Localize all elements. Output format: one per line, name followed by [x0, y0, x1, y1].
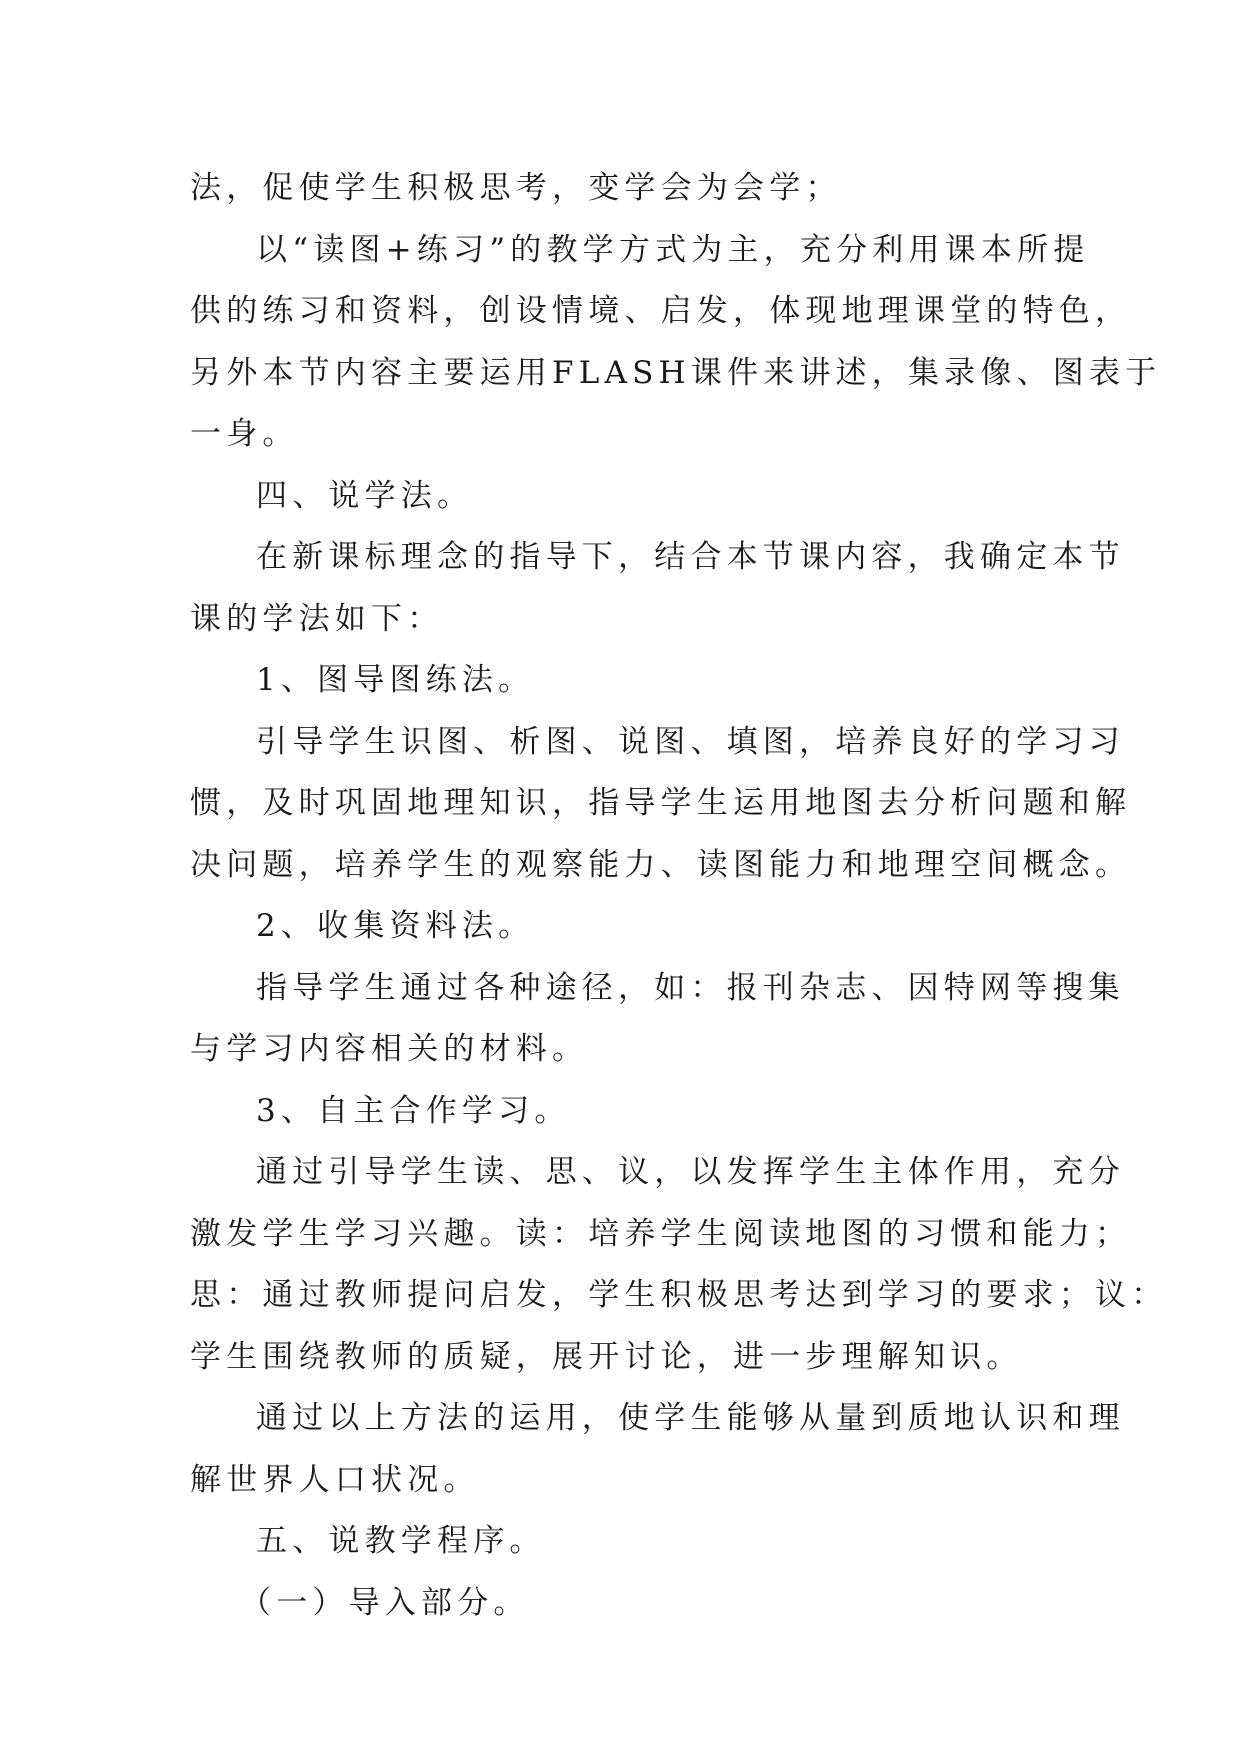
subsection-heading: 2、收集资料法。 — [256, 908, 535, 944]
text-line: 课的学法如下： — [190, 600, 444, 637]
section-heading: 五、说教学程序。 — [256, 1523, 546, 1559]
text-line: 指导学生通过各种途径，如：报刊杂志、因特网等搜集 — [256, 969, 1125, 1006]
subsection-heading: （一）导入部分。 — [240, 1584, 530, 1621]
text-line: 一身。 — [190, 416, 299, 452]
text-line: 供的练习和资料，创设情境、启发，体现地理课堂的特色， — [190, 293, 1132, 329]
document-body — [190, 158, 1168, 1634]
subsection-heading: 3、自主合作学习。 — [256, 1092, 571, 1129]
text-line: 法，促使学生积极思考，变学会为会学； — [190, 170, 842, 206]
text-line: 通过引导学生读、思、议，以发挥学生主体作用，充分 — [256, 1154, 1125, 1190]
text-line: 学生围绕教师的质疑，展开讨论，进一步理解知识。 — [190, 1338, 1023, 1375]
text-line: 另外本节内容主要运用FLASH课件来讲述，集录像、图表于 — [190, 354, 1162, 391]
text-line: 在新课标理念的指导下，结合本节课内容，我确定本节 — [256, 539, 1125, 575]
text-line: 决问题，培养学生的观察能力、读图能力和地理空间概念。 — [190, 846, 1132, 883]
text-line: 激发学生学习兴趣。读：培养学生阅读地图的习惯和能力； — [190, 1215, 1132, 1252]
subsection-heading: 1、图导图练法。 — [256, 662, 535, 698]
text-line: 解世界人口状况。 — [190, 1461, 480, 1498]
text-line: 引导学生识图、析图、说图、填图，培养良好的学习习 — [256, 723, 1125, 760]
section-heading: 四、说学法。 — [256, 477, 474, 514]
text-line: 思：通过教师提问启发，学生积极思考达到学习的要求；议： — [190, 1277, 1168, 1313]
text-line: 惯，及时巩固地理知识，指导学生运用地图去分析问题和解 — [190, 785, 1132, 821]
text-line: 以“读图+练习”的教学方式为主，充分利用课本所提 — [256, 231, 1090, 268]
text-line: 通过以上方法的运用，使学生能够从量到质地认识和理 — [256, 1400, 1125, 1436]
text-line: 与学习内容相关的材料。 — [190, 1031, 589, 1067]
